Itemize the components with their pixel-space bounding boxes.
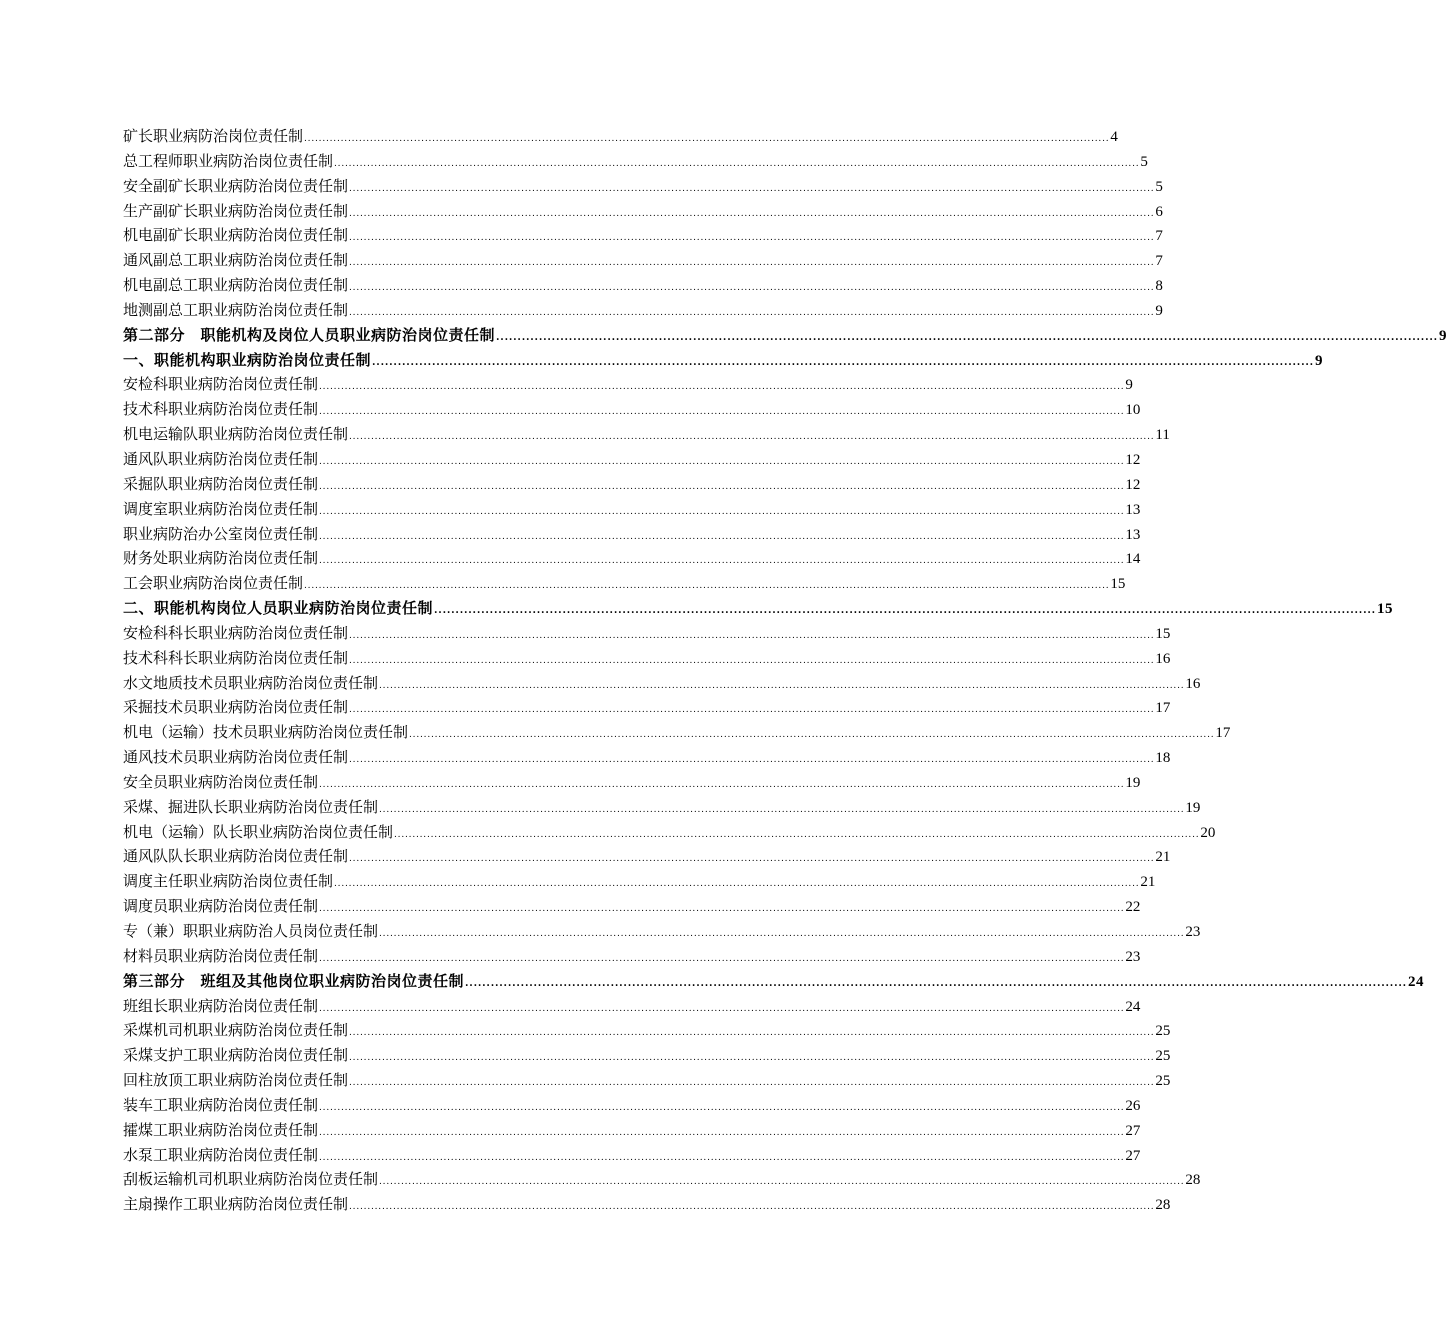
toc-dot-leader: ............................................................................................................................................................................................................................ bbox=[319, 953, 1125, 964]
toc-entry[interactable] bbox=[123, 199, 1163, 224]
toc-entry-title: 机电（运输）队长职业病防治岗位责任制 bbox=[123, 822, 394, 841]
toc-page-number: 19 bbox=[1125, 774, 1141, 791]
toc-page-number: 5 bbox=[1155, 178, 1163, 195]
toc-dot-leader: ............................................................................................................................................................................................................................ bbox=[379, 680, 1185, 691]
toc-page-number: 16 bbox=[1155, 650, 1171, 667]
toc-entry-title: 通风副总工职业病防治岗位责任制 bbox=[123, 251, 349, 270]
toc-entry-title: 第二部分 职能机构及岗位人员职业病防治岗位责任制 bbox=[123, 325, 496, 344]
toc-dot-leader: ............................................................................................................................................................................................................................ bbox=[349, 307, 1155, 318]
toc-page-number: 12 bbox=[1125, 451, 1141, 468]
toc-entry-title: 采掘队职业病防治岗位责任制 bbox=[123, 474, 319, 493]
toc-entry[interactable] bbox=[123, 149, 1148, 174]
toc-section-heading[interactable] bbox=[123, 969, 1424, 994]
toc-entry[interactable] bbox=[123, 372, 1133, 397]
toc-page-number: 14 bbox=[1125, 551, 1141, 568]
toc-dot-leader: ............................................................................................................................................................................................................................ bbox=[319, 904, 1125, 915]
toc-page-number: 15 bbox=[1376, 601, 1393, 618]
toc-dot-leader: ............................................................................................................................................................................................................................ bbox=[349, 705, 1155, 716]
toc-dot-leader: ............................................................................................................................................................................................................................ bbox=[319, 382, 1125, 393]
toc-page-number: 23 bbox=[1125, 948, 1141, 965]
toc-entry-title: 第三部分 班组及其他岗位职业病防治岗位责任制 bbox=[123, 971, 465, 990]
toc-dot-leader: ............................................................................................................................................................................................................................ bbox=[434, 605, 1376, 617]
toc-entry[interactable] bbox=[123, 795, 1201, 820]
toc-dot-leader: ............................................................................................................................................................................................................................ bbox=[409, 730, 1215, 741]
toc-entry-title: 机电副矿长职业病防治岗位责任制 bbox=[123, 226, 349, 245]
toc-entry[interactable] bbox=[123, 1043, 1171, 1068]
toc-entry[interactable] bbox=[123, 397, 1141, 422]
toc-entry[interactable] bbox=[123, 1118, 1141, 1143]
toc-entry-title: 采煤机司机职业病防治岗位责任制 bbox=[123, 1021, 349, 1040]
toc-entry-title: 主扇操作工职业病防治岗位责任制 bbox=[123, 1195, 349, 1214]
toc-entry-title: 安检科科长职业病防治岗位责任制 bbox=[123, 623, 349, 642]
toc-page-number: 13 bbox=[1125, 501, 1141, 518]
toc-entry-title: 专（兼）职职业病防治人员岗位责任制 bbox=[123, 922, 379, 940]
toc-dot-leader: ............................................................................................................................................................................................................................ bbox=[319, 456, 1125, 467]
toc-entry-title: 攉煤工职业病防治岗位责任制 bbox=[123, 1120, 319, 1139]
toc-dot-leader: ............................................................................................................................................................................................................................ bbox=[349, 233, 1155, 244]
toc-page-number: 9 bbox=[1438, 327, 1447, 344]
toc-dot-leader: ............................................................................................................................................................................................................................ bbox=[349, 1078, 1155, 1089]
toc-dot-leader: ............................................................................................................................................................................................................................ bbox=[319, 1127, 1125, 1138]
toc-entry-title: 通风技术员职业病防治岗位责任制 bbox=[123, 748, 349, 767]
toc-dot-leader: ............................................................................................................................................................................................................................ bbox=[349, 1028, 1155, 1039]
toc-dot-leader: ............................................................................................................................................................................................................................ bbox=[319, 481, 1125, 492]
toc-entry[interactable] bbox=[123, 894, 1141, 919]
toc-dot-leader: ............................................................................................................................................................................................................................ bbox=[349, 208, 1155, 219]
toc-dot-leader: ............................................................................................................................................................................................................................ bbox=[379, 804, 1185, 815]
toc-page-number: 15 bbox=[1110, 576, 1126, 593]
toc-dot-leader: ............................................................................................................................................................................................................................ bbox=[349, 630, 1155, 641]
toc-entry[interactable] bbox=[123, 944, 1141, 969]
toc-page-number: 9 bbox=[1155, 302, 1163, 319]
toc-entry[interactable] bbox=[123, 695, 1171, 720]
toc-page-number: 10 bbox=[1125, 402, 1141, 419]
toc-entry[interactable] bbox=[123, 1192, 1171, 1217]
toc-page-number: 12 bbox=[1125, 476, 1141, 493]
toc-dot-leader: ............................................................................................................................................................................................................................ bbox=[349, 1202, 1155, 1213]
toc-entry-title: 装车工职业病防治岗位责任制 bbox=[123, 1095, 319, 1114]
toc-entry-title: 技术科科长职业病防治岗位责任制 bbox=[123, 648, 349, 667]
toc-section-heading[interactable] bbox=[123, 323, 1447, 348]
toc-page-number: 21 bbox=[1140, 874, 1156, 891]
toc-entry-title: 安全副矿长职业病防治岗位责任制 bbox=[123, 176, 349, 195]
toc-entry-title: 采掘技术员职业病防治岗位责任制 bbox=[123, 698, 349, 717]
toc-dot-leader: ............................................................................................................................................................................................................................ bbox=[319, 1102, 1125, 1113]
toc-dot-leader: ............................................................................................................................................................................................................................ bbox=[349, 432, 1155, 443]
toc-page-number: 13 bbox=[1125, 526, 1141, 543]
toc-entry[interactable] bbox=[123, 745, 1171, 770]
toc-page-number: 27 bbox=[1125, 1122, 1141, 1139]
toc-entry[interactable] bbox=[123, 422, 1170, 447]
toc-entry-title: 采煤、掘进队长职业病防治岗位责任制 bbox=[123, 797, 379, 816]
toc-dot-leader: ............................................................................................................................................................................................................................ bbox=[349, 258, 1155, 269]
toc-entry[interactable] bbox=[123, 546, 1141, 571]
toc-dot-leader: ............................................................................................................................................................................................................................ bbox=[349, 183, 1155, 194]
toc-dot-leader: ............................................................................................................................................................................................................................ bbox=[319, 531, 1125, 542]
toc-page-number: 17 bbox=[1155, 700, 1171, 717]
toc-entry[interactable] bbox=[123, 497, 1141, 522]
toc-dot-leader: ............................................................................................................................................................................................................................ bbox=[465, 977, 1407, 989]
toc-entry-title: 水文地质技术员职业病防治岗位责任制 bbox=[123, 673, 379, 692]
toc-page-number: 7 bbox=[1155, 228, 1163, 245]
toc-page-number: 16 bbox=[1185, 675, 1201, 692]
toc-page-number: 8 bbox=[1155, 278, 1163, 295]
toc-page-number: 5 bbox=[1140, 153, 1148, 170]
toc-entry[interactable] bbox=[123, 869, 1156, 894]
toc-page-number: 17 bbox=[1215, 725, 1231, 742]
toc-entry[interactable] bbox=[123, 1093, 1141, 1118]
toc-page-number: 28 bbox=[1185, 1172, 1201, 1189]
toc-dot-leader: ............................................................................................................................................................................................................................ bbox=[319, 779, 1125, 790]
toc-dot-leader: ............................................................................................................................................................................................................................ bbox=[379, 1177, 1185, 1188]
toc-entry[interactable] bbox=[123, 646, 1171, 671]
toc-page-number: 24 bbox=[1125, 998, 1141, 1015]
toc-dot-leader: ............................................................................................................................................................................................................................ bbox=[334, 879, 1140, 890]
table-of-contents bbox=[123, 124, 1447, 1217]
toc-entry-title: 调度室职业病防治岗位责任制 bbox=[123, 499, 319, 518]
toc-page-number: 9 bbox=[1125, 377, 1133, 394]
toc-entry-title: 机电运输队职业病防治岗位责任制 bbox=[123, 425, 349, 444]
toc-page-number: 23 bbox=[1185, 924, 1201, 940]
toc-page-number: 20 bbox=[1200, 824, 1216, 841]
toc-dot-leader: ............................................................................................................................................................................................................................ bbox=[496, 331, 1438, 343]
toc-dot-leader: ............................................................................................................................................................................................................................ bbox=[334, 158, 1140, 169]
toc-page-number: 6 bbox=[1155, 203, 1163, 220]
toc-dot-leader: ............................................................................................................................................................................................................................ bbox=[304, 581, 1110, 592]
toc-entry[interactable] bbox=[123, 223, 1163, 248]
toc-dot-leader: ............................................................................................................................................................................................................................ bbox=[319, 407, 1125, 418]
toc-dot-leader: ............................................................................................................................................................................................................................ bbox=[372, 356, 1314, 368]
toc-entry[interactable] bbox=[123, 1143, 1141, 1168]
toc-page-number: 19 bbox=[1185, 799, 1201, 816]
toc-section-heading[interactable] bbox=[123, 596, 1393, 621]
toc-entry-title: 矿长职业病防治岗位责任制 bbox=[123, 127, 304, 145]
toc-entry[interactable] bbox=[123, 844, 1171, 869]
toc-entry-title: 水泵工职业病防治岗位责任制 bbox=[123, 1145, 319, 1164]
toc-entry-title: 材料员职业病防治岗位责任制 bbox=[123, 946, 319, 965]
toc-entry-title: 生产副矿长职业病防治岗位责任制 bbox=[123, 201, 349, 220]
toc-entry-title: 调度主任职业病防治岗位责任制 bbox=[123, 872, 334, 891]
toc-entry[interactable] bbox=[123, 571, 1126, 596]
toc-entry[interactable] bbox=[123, 621, 1171, 646]
toc-entry-title: 机电（运输）技术员职业病防治岗位责任制 bbox=[123, 723, 409, 742]
toc-page-number: 25 bbox=[1155, 1073, 1171, 1090]
toc-entry-title: 回柱放顶工职业病防治岗位责任制 bbox=[123, 1071, 349, 1090]
toc-entry[interactable] bbox=[123, 994, 1141, 1019]
toc-page-number: 22 bbox=[1125, 899, 1141, 916]
toc-entry-title: 通风队职业病防治岗位责任制 bbox=[123, 449, 319, 468]
toc-page-number: 11 bbox=[1155, 427, 1170, 444]
toc-section-heading[interactable] bbox=[123, 348, 1323, 373]
toc-dot-leader: ............................................................................................................................................................................................................................ bbox=[349, 1053, 1155, 1064]
toc-page-number: 25 bbox=[1155, 1023, 1171, 1040]
toc-entry-title: 一、职能机构职业病防治岗位责任制 bbox=[123, 350, 372, 369]
toc-entry[interactable] bbox=[123, 1018, 1171, 1043]
toc-entry[interactable] bbox=[123, 671, 1201, 696]
toc-entry-title: 工会职业病防治岗位责任制 bbox=[123, 574, 304, 593]
toc-dot-leader: ............................................................................................................................................................................................................................ bbox=[349, 755, 1155, 766]
toc-page-number: 25 bbox=[1155, 1048, 1171, 1065]
toc-entry-title: 财务处职业病防治岗位责任制 bbox=[123, 549, 319, 568]
toc-dot-leader: ............................................................................................................................................................................................................................ bbox=[319, 1152, 1125, 1163]
toc-dot-leader: ............................................................................................................................................................................................................................ bbox=[319, 506, 1125, 517]
toc-page-number: 7 bbox=[1155, 253, 1163, 270]
toc-entry-title: 技术科职业病防治岗位责任制 bbox=[123, 400, 319, 419]
toc-entry[interactable] bbox=[123, 298, 1163, 323]
toc-page-number: 27 bbox=[1125, 1147, 1141, 1164]
toc-dot-leader: ............................................................................................................................................................................................................................ bbox=[319, 1003, 1125, 1014]
toc-entry[interactable] bbox=[123, 472, 1141, 497]
toc-entry[interactable] bbox=[123, 720, 1231, 745]
toc-page-number: 24 bbox=[1407, 973, 1424, 990]
toc-entry[interactable] bbox=[123, 770, 1141, 795]
toc-entry[interactable] bbox=[123, 919, 1201, 944]
toc-entry-title: 二、职能机构岗位人员职业病防治岗位责任制 bbox=[123, 599, 434, 618]
toc-entry-title: 安检科职业病防治岗位责任制 bbox=[123, 375, 319, 394]
toc-entry-title: 地测副总工职业病防治岗位责任制 bbox=[123, 300, 349, 319]
toc-entry[interactable] bbox=[123, 174, 1163, 199]
toc-entry[interactable] bbox=[123, 522, 1141, 547]
toc-entry-title: 采煤支护工职业病防治岗位责任制 bbox=[123, 1046, 349, 1065]
toc-page-number: 18 bbox=[1155, 750, 1171, 767]
toc-dot-leader: ............................................................................................................................................................................................................................ bbox=[349, 655, 1155, 666]
toc-entry[interactable] bbox=[123, 1068, 1171, 1093]
toc-dot-leader: ............................................................................................................................................................................................................................ bbox=[349, 283, 1155, 294]
toc-dot-leader: ............................................................................................................................................................................................................................ bbox=[394, 829, 1200, 840]
toc-entry-title: 调度员职业病防治岗位责任制 bbox=[123, 897, 319, 916]
toc-dot-leader: ............................................................................................................................................................................................................................ bbox=[379, 929, 1185, 939]
toc-dot-leader: ............................................................................................................................................................................................................................ bbox=[304, 134, 1110, 144]
toc-page-number: 4 bbox=[1110, 129, 1118, 145]
toc-entry[interactable] bbox=[123, 1167, 1201, 1192]
toc-entry[interactable] bbox=[123, 820, 1216, 845]
toc-entry-title: 安全员职业病防治岗位责任制 bbox=[123, 772, 319, 791]
toc-entry-title: 通风队队长职业病防治岗位责任制 bbox=[123, 847, 349, 866]
toc-page-number: 21 bbox=[1155, 849, 1171, 866]
toc-entry-title: 职业病防治办公室岗位责任制 bbox=[123, 524, 319, 543]
toc-entry-title: 班组长职业病防治岗位责任制 bbox=[123, 996, 319, 1015]
toc-page-number: 9 bbox=[1314, 352, 1323, 369]
toc-entry[interactable] bbox=[123, 124, 1118, 149]
toc-dot-leader: ............................................................................................................................................................................................................................ bbox=[349, 854, 1155, 865]
toc-entry-title: 机电副总工职业病防治岗位责任制 bbox=[123, 276, 349, 295]
toc-entry[interactable] bbox=[123, 248, 1163, 273]
toc-entry[interactable] bbox=[123, 447, 1141, 472]
toc-dot-leader: ............................................................................................................................................................................................................................ bbox=[319, 556, 1125, 567]
toc-page-number: 28 bbox=[1155, 1197, 1171, 1214]
toc-page-number: 15 bbox=[1155, 625, 1171, 642]
toc-entry[interactable] bbox=[123, 273, 1163, 298]
toc-entry-title: 刮板运输机司机职业病防治岗位责任制 bbox=[123, 1170, 379, 1189]
toc-entry-title: 总工程师职业病防治岗位责任制 bbox=[123, 151, 334, 170]
toc-page-number: 26 bbox=[1125, 1097, 1141, 1114]
